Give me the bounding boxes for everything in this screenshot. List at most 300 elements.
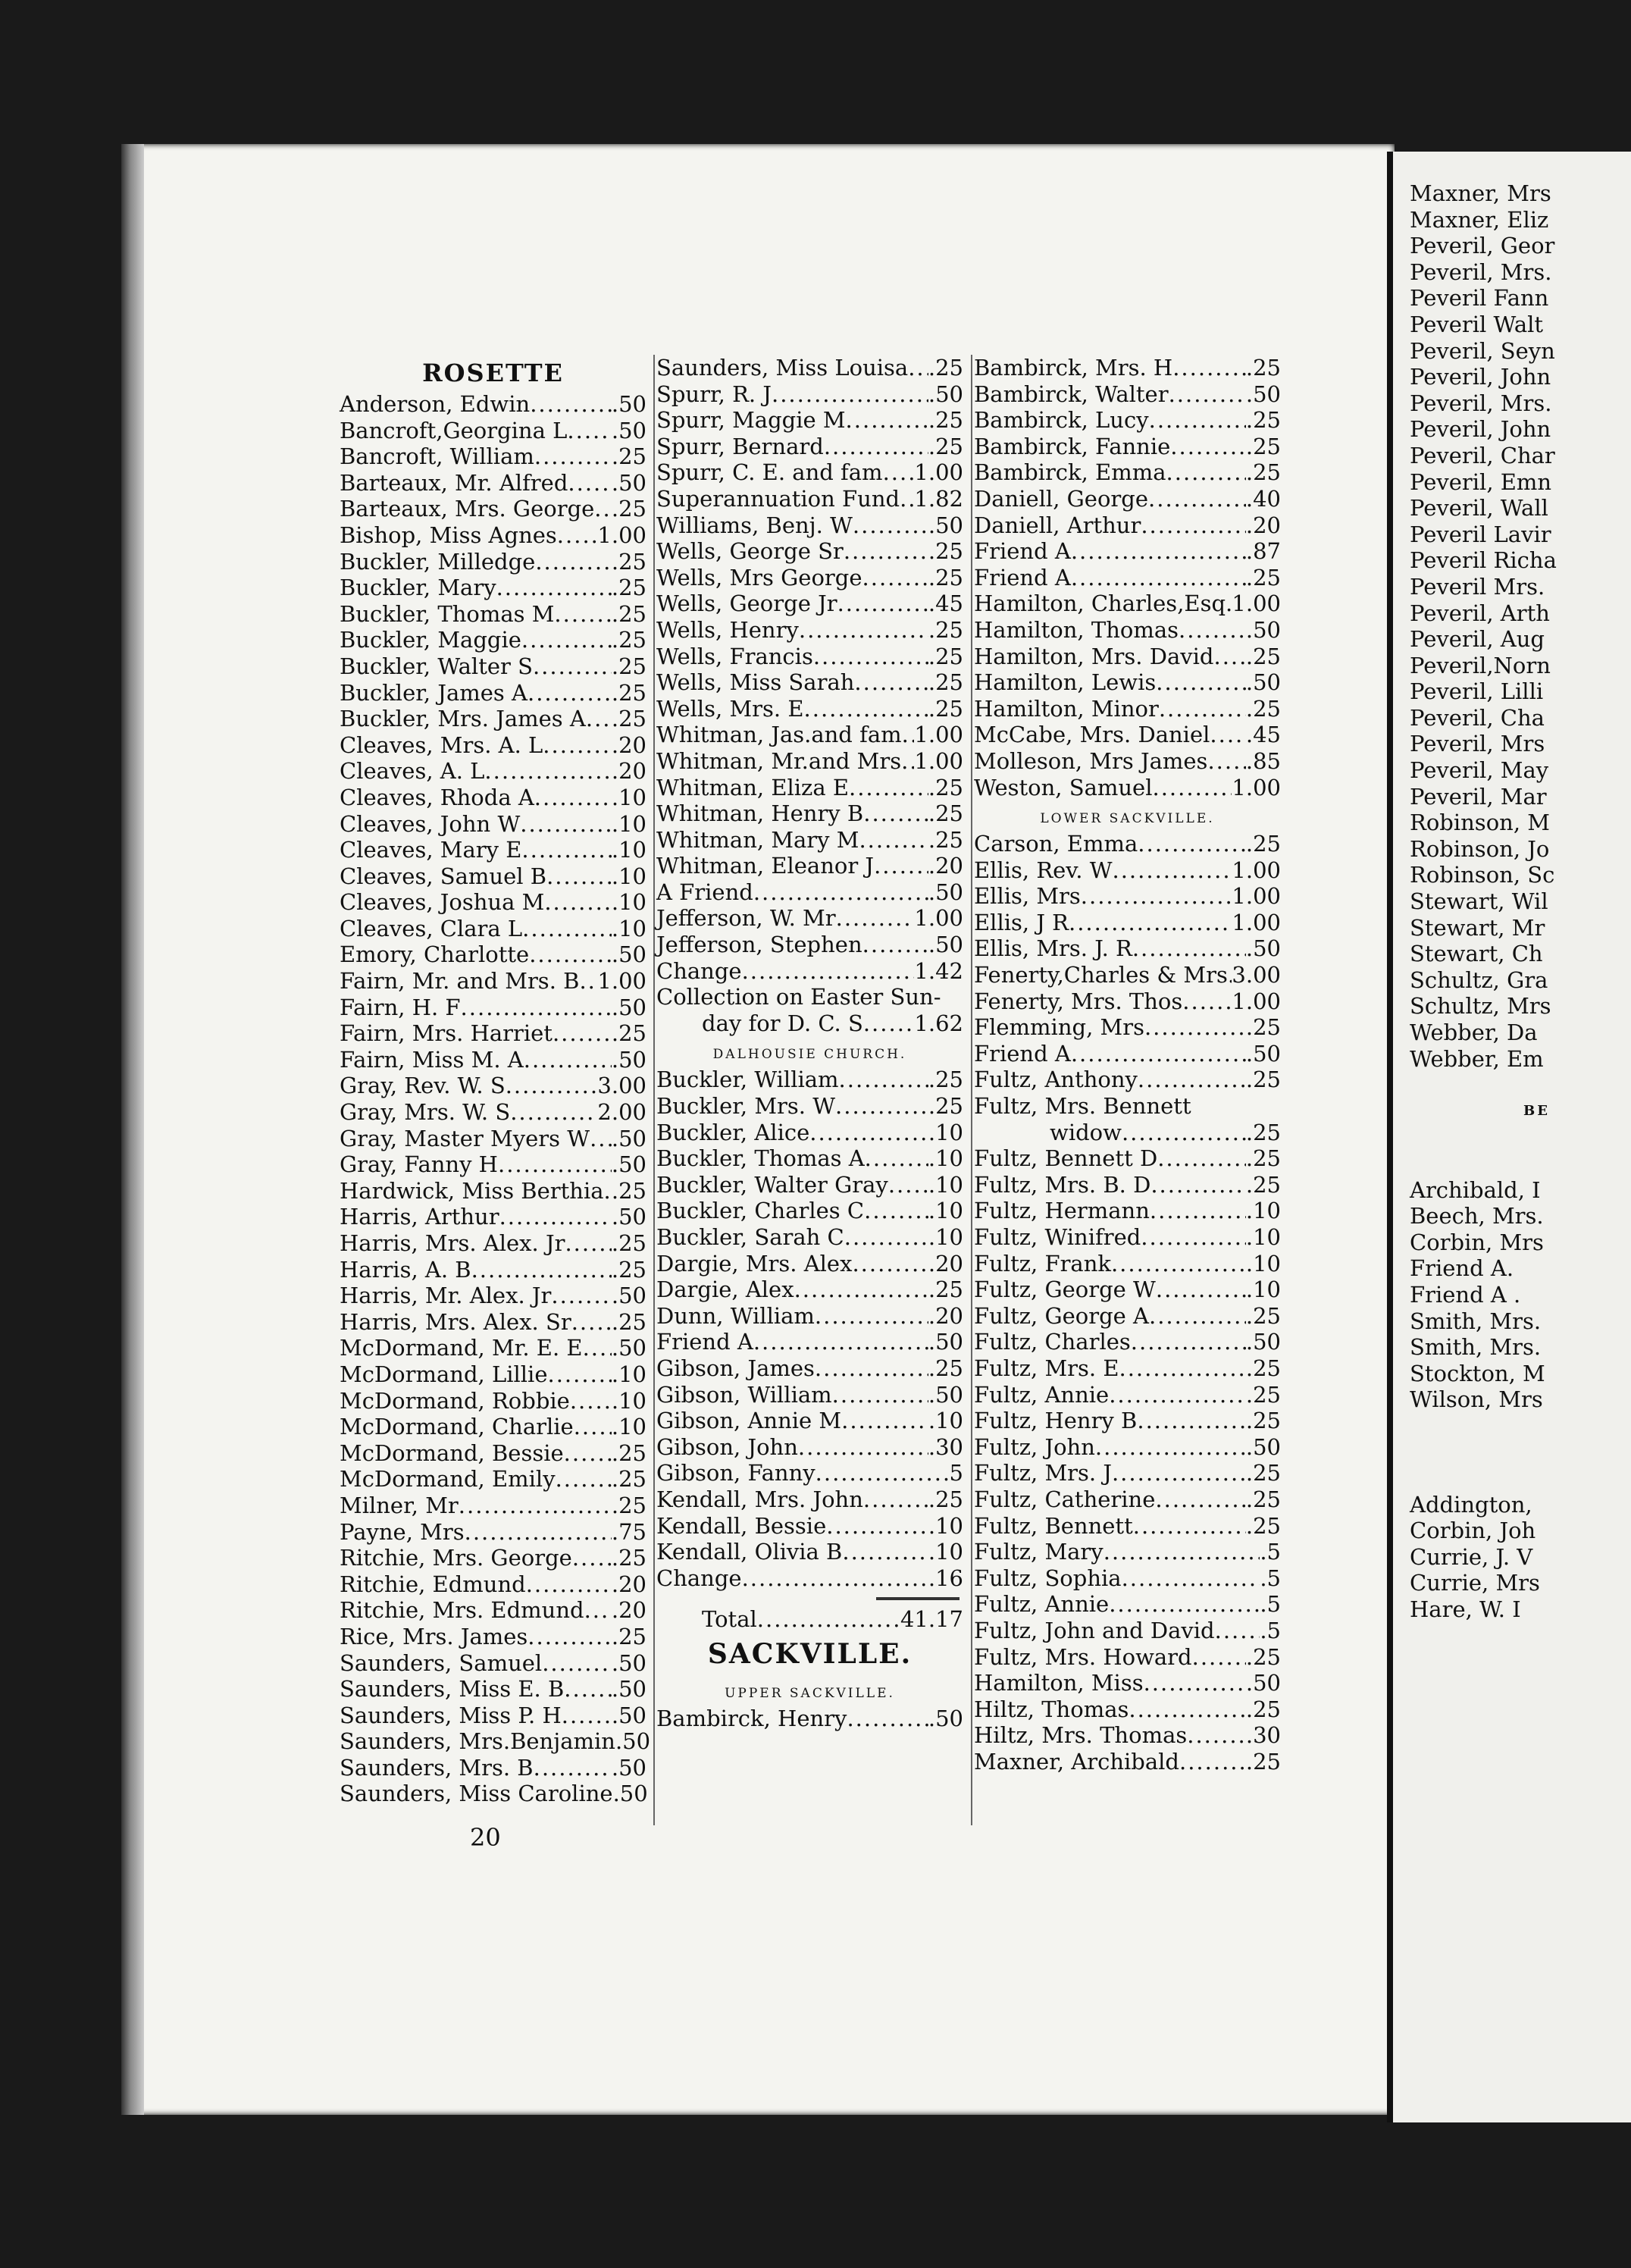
list-item — [1410, 285, 1631, 312]
leader-dots — [1112, 1460, 1246, 1486]
donor-name: Fenerty, Mrs. Thos — [974, 988, 1183, 1014]
donor-name: McDormand, Bessie — [340, 1439, 564, 1466]
leader-dots — [583, 1335, 612, 1361]
list-item — [1410, 1518, 1631, 1544]
donation-amount: .50 — [611, 1125, 646, 1151]
list-item — [340, 732, 646, 759]
donation-amount: .25 — [928, 800, 963, 827]
donor-name: Rice, Mrs. James — [340, 1623, 528, 1649]
donor-name: Peveril, Emn — [1410, 468, 1552, 495]
donation-amount: .25 — [611, 627, 646, 653]
donation-amount: .50 — [612, 1781, 648, 1807]
donor-name: Ellis, J R — [974, 909, 1069, 935]
donation-amount: 1.00 — [1232, 774, 1281, 800]
donation-amount: .50 — [611, 1676, 646, 1703]
leader-dots — [562, 1703, 612, 1729]
list-item — [974, 1382, 1281, 1408]
list-item — [1410, 1282, 1631, 1308]
list-item — [974, 1460, 1281, 1486]
list-item — [340, 1073, 646, 1099]
donation-amount: .50 — [1245, 669, 1281, 696]
donor-name: Peveril, May — [1410, 757, 1549, 784]
list-item — [340, 889, 646, 916]
section-heading-lower-sackville: LOWER SACKVILLE. — [1040, 811, 1215, 827]
list-item — [340, 1388, 646, 1414]
list-item — [340, 1597, 646, 1624]
leader-dots — [527, 680, 612, 706]
donor-name: Peveril, Wall — [1410, 495, 1548, 522]
donor-name: Friend A — [974, 1040, 1071, 1067]
leader-dots — [854, 669, 928, 696]
donation-amount: .25 — [928, 564, 963, 590]
list-item — [1410, 495, 1631, 522]
list-item — [1410, 626, 1631, 653]
donor-name: Saunders, Miss Caroline — [340, 1781, 613, 1807]
donation-amount: .10 — [928, 1539, 963, 1565]
list-item — [974, 407, 1281, 434]
leader-dots — [835, 1093, 928, 1120]
donation-amount: 3.00 — [1232, 962, 1281, 988]
leader-dots — [1144, 1670, 1246, 1696]
donor-name: Daniell, George — [974, 485, 1149, 512]
column-rosette — [340, 355, 651, 1807]
list-item — [656, 1486, 963, 1513]
leader-dots — [1192, 1644, 1246, 1671]
list-item — [340, 785, 646, 811]
list-item — [974, 1277, 1281, 1303]
list-item — [1410, 915, 1631, 941]
donation-amount: .10 — [928, 1224, 963, 1250]
donor-name: Peveril, Mar — [1410, 783, 1547, 810]
donor-name: Peveril, John — [1410, 364, 1551, 390]
list-item — [340, 1257, 646, 1283]
donation-amount: .25 — [928, 1355, 963, 1381]
donor-name: Kendall, Olivia B — [656, 1539, 843, 1565]
list-item — [340, 418, 646, 444]
list-item — [656, 1172, 963, 1198]
leader-dots — [1129, 1696, 1246, 1723]
list-item — [1410, 443, 1631, 469]
donation-amount: .20 — [928, 853, 963, 879]
leader-dots — [824, 434, 928, 460]
donor-name: Wells, Mrs George — [656, 564, 862, 590]
donation-amount: .50 — [611, 1151, 646, 1178]
leader-dots — [579, 968, 597, 995]
donation-amount: .50 — [611, 1283, 646, 1309]
leader-dots — [1150, 1172, 1246, 1198]
leader-dots — [798, 1434, 928, 1461]
list-item — [656, 381, 963, 408]
donation-amount: .10 — [611, 1387, 646, 1414]
leader-dots — [1172, 355, 1246, 381]
donation-amount: .25 — [1245, 1067, 1281, 1093]
leader-dots — [574, 1414, 612, 1440]
leader-dots — [1113, 857, 1232, 884]
donor-name: Cleaves, Joshua M — [340, 889, 545, 916]
donor-name: Spurr, Bernard — [656, 433, 824, 459]
donor-name: Stewart, Mr — [1410, 914, 1545, 941]
donation-amount: .25 — [1245, 695, 1281, 722]
leader-dots — [534, 1755, 612, 1781]
donation-amount: 1.00 — [1232, 590, 1281, 617]
list-item — [974, 617, 1281, 644]
leader-dots — [1182, 988, 1232, 1015]
list-item — [974, 486, 1281, 512]
donor-name: Bancroft,Georgina L — [340, 417, 568, 443]
list-item — [974, 1749, 1281, 1775]
leader-dots — [815, 1355, 928, 1382]
list-item — [656, 1539, 963, 1565]
donor-name: Wells, Miss Sarah — [656, 669, 855, 696]
list-item — [656, 1706, 963, 1732]
list-item — [340, 1309, 646, 1336]
donation-amount: .5 — [1260, 1539, 1281, 1565]
list-item — [656, 1303, 963, 1330]
leader-dots — [842, 1539, 928, 1565]
donor-name: Saunders, Miss P. H — [340, 1702, 562, 1728]
donor-name: Cleaves, Clara L — [340, 915, 523, 941]
donation-amount: 1.00 — [1232, 988, 1281, 1014]
donor-name: Peveril, Mrs. — [1410, 390, 1552, 416]
leader-dots — [859, 827, 928, 854]
list-item — [1410, 1544, 1631, 1571]
leader-dots — [527, 1624, 612, 1650]
donation-amount: .40 — [1245, 485, 1281, 512]
donation-amount: .10 — [928, 1145, 963, 1172]
book-edge — [121, 144, 144, 2115]
donation-amount: .50 — [1245, 616, 1281, 643]
list-item — [1410, 259, 1631, 286]
donation-amount: 1.00 — [914, 747, 963, 774]
donation-amount: .5 — [1260, 1565, 1281, 1591]
list-item — [340, 1204, 646, 1230]
leader-dots — [543, 732, 612, 759]
list-item — [340, 1361, 646, 1388]
list-item — [340, 1414, 646, 1440]
donation-amount: .25 — [1245, 1460, 1281, 1486]
donation-amount: .10 — [611, 915, 646, 941]
list-item — [974, 1539, 1281, 1565]
donation-amount: .25 — [611, 1623, 646, 1649]
donor-name: Beech, Mrs. — [1410, 1203, 1544, 1230]
right-page — [1387, 152, 1631, 2122]
donor-name: Flemming, Mrs — [974, 1014, 1144, 1041]
leader-dots — [533, 653, 612, 680]
leader-dots — [567, 418, 611, 444]
list-item — [1410, 678, 1631, 705]
donation-amount: .25 — [928, 826, 963, 853]
donation-amount: .25 — [611, 1177, 646, 1204]
donor-name: Fultz, Henry B — [974, 1408, 1138, 1434]
leader-dots — [1148, 486, 1246, 512]
list-item — [340, 1151, 646, 1178]
list-item — [340, 680, 646, 706]
list-item — [974, 1224, 1281, 1251]
donation-amount: .20 — [611, 758, 646, 785]
donor-name: Peveril Fann — [1410, 285, 1549, 312]
list-item — [974, 459, 1281, 486]
donation-amount: .25 — [611, 1308, 646, 1335]
list-item — [1410, 1177, 1631, 1204]
leader-dots — [844, 1224, 928, 1251]
list-item — [974, 1355, 1281, 1382]
donor-name: Buckler, William — [656, 1067, 839, 1093]
list-item — [1410, 180, 1631, 207]
list-item — [1410, 233, 1631, 259]
list-item — [656, 905, 963, 932]
donor-name: Fultz, Mrs. B. D — [974, 1171, 1151, 1198]
donor-name: Gibson, Annie M — [656, 1408, 842, 1434]
donation-amount: 1.82 — [914, 485, 963, 512]
donor-name: Fultz, George A — [974, 1302, 1149, 1329]
leader-dots — [1157, 1145, 1246, 1172]
leader-dots — [846, 407, 928, 434]
leader-dots — [837, 590, 928, 617]
donor-name: Bambirck, Emma — [974, 459, 1166, 486]
donation-amount: .25 — [928, 355, 963, 381]
leader-dots — [862, 932, 928, 958]
list-item — [1410, 547, 1631, 574]
leader-dots — [841, 1408, 928, 1434]
donor-name: Fultz, Annie — [974, 1591, 1110, 1618]
leader-dots — [1111, 1251, 1246, 1277]
leader-dots — [1226, 590, 1232, 617]
donor-name: Cleaves, Samuel B — [340, 863, 547, 889]
list-item: widow ..... .25 — [974, 1120, 1281, 1146]
donor-name: Kendall, Bessie — [656, 1512, 827, 1539]
donor-name: Buckler, Mary — [340, 575, 496, 601]
donor-name: Peveril, Mrs. — [1410, 258, 1552, 285]
list-item — [656, 1408, 963, 1434]
list-item — [974, 1722, 1281, 1749]
donation-amount: 1.00 — [1232, 909, 1281, 935]
leader-dots — [1152, 775, 1232, 801]
list-item — [340, 863, 646, 890]
list-item — [340, 916, 646, 942]
list-item — [340, 1047, 646, 1073]
list-item — [1410, 1046, 1631, 1073]
donor-name: Buckler, Charles C — [656, 1198, 865, 1224]
list-item — [656, 1067, 963, 1093]
donor-name: Buckler, Walter S — [340, 653, 533, 679]
list-item — [1410, 416, 1631, 443]
list-item — [974, 669, 1281, 696]
list-item — [340, 811, 646, 838]
leader-dots — [1170, 434, 1246, 460]
donation-amount: .25 — [611, 1492, 646, 1518]
list-item — [1410, 1334, 1631, 1361]
donor-name: Buckler, Maggie — [340, 627, 521, 653]
donor-name: Buckler, Alice — [656, 1119, 810, 1145]
list-item — [974, 1329, 1281, 1355]
donation-amount: .25 — [611, 443, 646, 470]
donor-name: McDormand, Emily — [340, 1466, 556, 1493]
leader-dots — [1095, 1434, 1246, 1461]
donation-amount: .50 — [611, 417, 646, 443]
list-item — [656, 1198, 963, 1224]
leader-dots — [1149, 407, 1246, 434]
donor-name: Bambirck, Fannie — [974, 433, 1171, 459]
donor-name: Robinson, Sc — [1410, 862, 1555, 888]
leader-dots — [863, 800, 928, 827]
donor-name: Saunders, Miss Louisa — [656, 355, 909, 381]
donor-name: Buckler, Sarah C — [656, 1224, 844, 1250]
donor-name: Gray, Master Myers W — [340, 1125, 590, 1151]
donation-amount: .50 — [928, 1381, 963, 1408]
list-item — [1410, 1308, 1631, 1335]
donor-name: Jefferson, W. Mr — [656, 905, 836, 932]
leader-dots — [1166, 459, 1246, 486]
donor-name: Emory, Charlotte — [340, 941, 530, 968]
list-item — [974, 1014, 1281, 1041]
donation-amount: .10 — [611, 810, 646, 837]
list-item — [1410, 207, 1631, 233]
list-item — [340, 941, 646, 968]
donation-amount: .25 — [611, 548, 646, 575]
donation-amount: .30 — [928, 1433, 963, 1460]
donor-name: Spurr, C. E. and fam — [656, 459, 883, 486]
leader-dots — [1207, 748, 1245, 775]
donation-amount: .50 — [611, 941, 646, 968]
donor-name: Harris, Mrs. Alex. Jr — [340, 1230, 565, 1256]
leader-dots — [1104, 1539, 1260, 1565]
list-item — [974, 935, 1281, 962]
donation-amount: .25 — [928, 774, 963, 800]
list-item — [974, 1067, 1281, 1093]
leader-dots — [816, 1460, 950, 1486]
section-heading-upper-sackville: UPPER SACKVILLE. — [725, 1685, 895, 1701]
list-item — [1410, 338, 1631, 365]
total-rule — [876, 1597, 960, 1600]
list-item — [656, 1329, 963, 1355]
donation-amount: .50 — [611, 1335, 646, 1361]
list-item — [1410, 469, 1631, 496]
donor-name: Smith, Mrs. — [1410, 1334, 1542, 1361]
leader-dots — [1179, 617, 1246, 644]
list-item — [974, 1145, 1281, 1172]
leader-dots — [836, 905, 915, 932]
donor-name: Friend A — [974, 564, 1071, 590]
leader-dots — [542, 1650, 612, 1677]
donation-amount: .20 — [611, 1597, 646, 1624]
donor-name: Fultz, Frank — [974, 1250, 1111, 1277]
list-item — [340, 1230, 646, 1257]
donation-amount: .16 — [928, 1565, 963, 1591]
list-item — [1410, 600, 1631, 627]
column-three — [974, 355, 1281, 1775]
donor-name: Superannuation Fund — [656, 485, 900, 512]
donor-name: Bishop, Miss Agnes — [340, 522, 557, 548]
donation-amount: .25 — [928, 669, 963, 696]
list-item — [656, 617, 963, 644]
donor-name: Currie, Mrs — [1410, 1570, 1540, 1596]
list-item — [656, 932, 963, 958]
list-item — [340, 1571, 646, 1598]
donor-name: Webber, Em — [1410, 1045, 1544, 1072]
leader-dots — [530, 391, 612, 418]
leader-dots — [852, 1251, 928, 1277]
list-item — [974, 434, 1281, 460]
donation-amount: .25 — [611, 1020, 646, 1047]
leader-dots — [510, 1099, 597, 1126]
leader-dots — [498, 1151, 612, 1178]
list-item — [974, 355, 1281, 381]
donation-amount: .10 — [611, 889, 646, 916]
list-item — [1410, 1386, 1631, 1413]
donation-amount: .25 — [928, 407, 963, 434]
leader-dots — [1156, 669, 1246, 696]
donation-amount: .50 — [611, 469, 646, 496]
donor-name: Fairn, Miss M. A — [340, 1046, 524, 1073]
donation-amount: .25 — [1245, 1512, 1281, 1539]
leader-dots — [742, 1565, 928, 1592]
list-item — [656, 1251, 963, 1277]
donor-name: Wells, George Sr — [656, 538, 844, 565]
donation-amount: 1.00 — [914, 905, 963, 932]
list-item — [656, 434, 963, 460]
donation-amount: .25 — [611, 1466, 646, 1493]
donor-name: Peveril Walt — [1410, 311, 1544, 337]
donor-name: Friend A . — [1410, 1281, 1521, 1308]
donation-amount: .25 — [1245, 1302, 1281, 1329]
leader-dots — [556, 1466, 612, 1493]
donor-name: Ellis, Rev. W — [974, 857, 1113, 883]
donation-amount: .75 — [611, 1518, 646, 1545]
leader-dots — [1069, 910, 1232, 936]
leader-dots — [461, 995, 612, 1021]
donor-name: Hamilton, Thomas — [974, 616, 1179, 643]
donation-amount: .10 — [611, 1414, 646, 1440]
list-item — [340, 995, 646, 1021]
list-item — [974, 1434, 1281, 1461]
donor-name: Fultz, Bennett — [974, 1512, 1133, 1539]
donation-amount: .25 — [611, 1230, 646, 1256]
section-heading-cut: BE — [1523, 1102, 1550, 1119]
donation-amount: .10 — [611, 837, 646, 863]
section-heading-sackville: SACKVILLE. — [707, 1637, 913, 1670]
donor-name: Fenerty,Charles & Mrs — [974, 962, 1228, 988]
donor-name: Peveril Richa — [1410, 547, 1557, 574]
donor-name: Fultz, Annie — [974, 1381, 1110, 1408]
donation-amount: 3.00 — [597, 1073, 646, 1099]
list-item — [1410, 705, 1631, 731]
leader-dots — [1159, 696, 1246, 722]
list-item — [656, 775, 963, 801]
donation-amount: .25 — [611, 1256, 646, 1283]
donation-amount: .25 — [928, 616, 963, 643]
page-number: 20 — [470, 1823, 501, 1852]
donor-name: Peveril, Seyn — [1410, 337, 1555, 364]
leader-dots — [853, 512, 928, 539]
list-item — [974, 644, 1281, 670]
leader-dots — [1215, 1618, 1260, 1644]
donation-amount: 1.00 — [597, 968, 646, 995]
leader-dots — [564, 1676, 612, 1703]
total-row: Total ..... 41.17 — [656, 1606, 963, 1633]
donor-name: Wells, George Jr — [656, 590, 837, 617]
donation-amount: .50 — [611, 391, 646, 417]
donor-name: Harris, Mr. Alex. Jr — [340, 1283, 552, 1309]
donation-amount: 2.00 — [597, 1099, 646, 1126]
donation-amount: .10 — [1245, 1224, 1281, 1250]
leader-dots — [551, 1283, 612, 1309]
donor-name: Hiltz, Mrs. Thomas — [974, 1722, 1188, 1749]
list-item: Fultz, Mrs. Bennett — [974, 1093, 1191, 1120]
leader-dots — [534, 785, 612, 811]
donor-name: Fultz, George W — [974, 1277, 1156, 1303]
donor-name: Ellis, Mrs. J. R — [974, 935, 1132, 962]
leader-dots — [586, 706, 612, 732]
